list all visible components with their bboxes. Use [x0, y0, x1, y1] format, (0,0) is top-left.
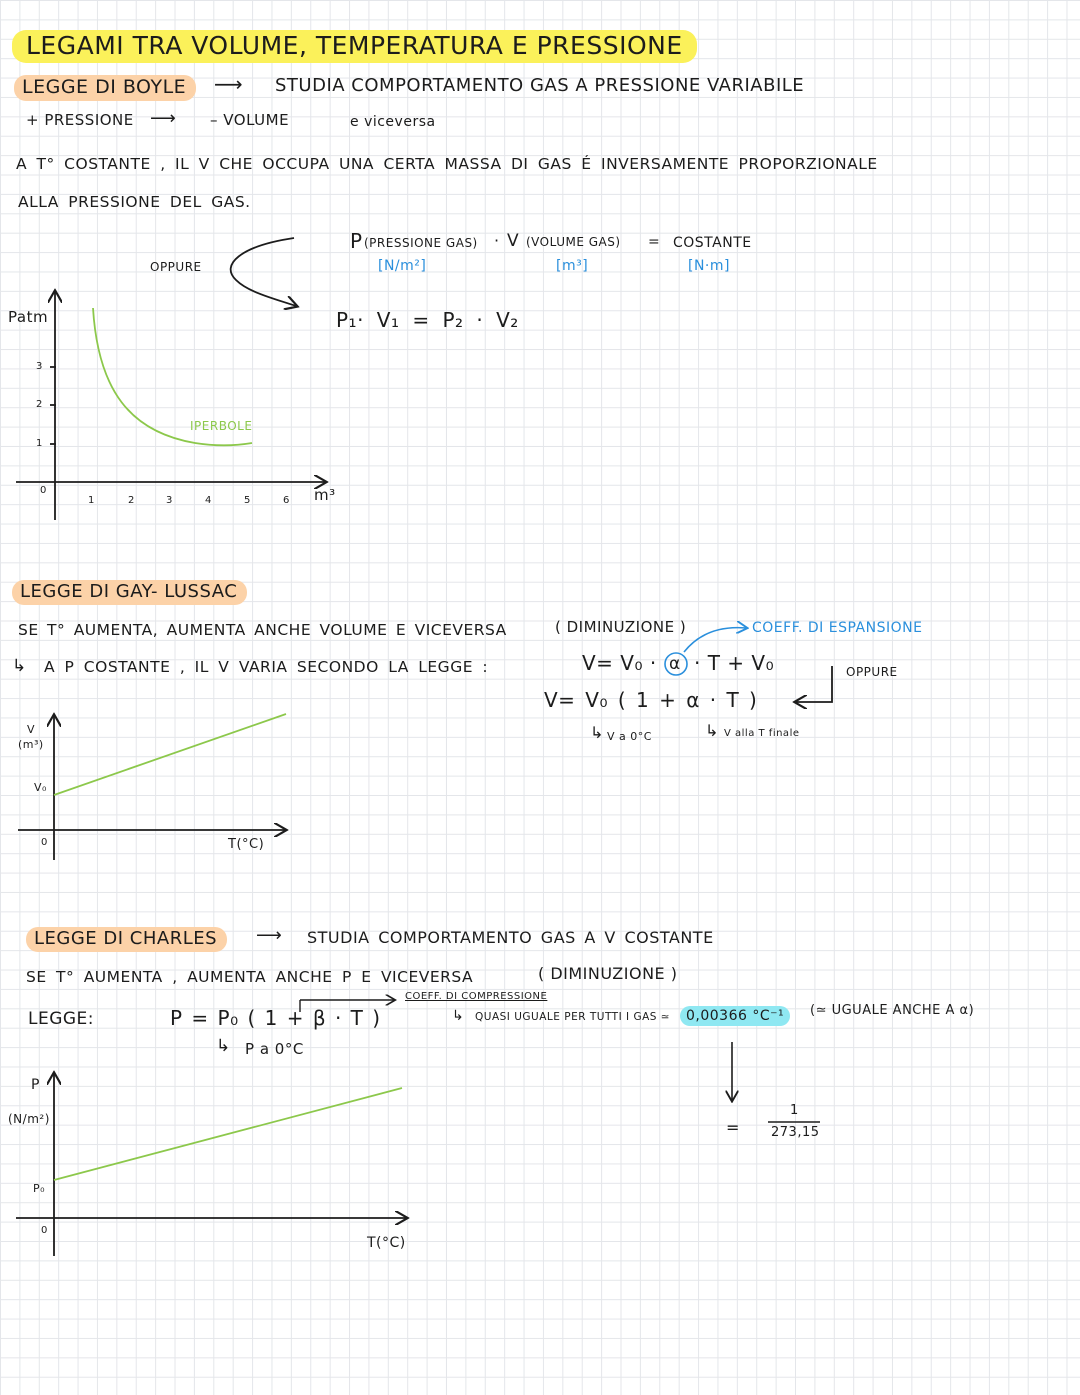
- boyle-statement-line1: A T° COSTANTE , IL V CHE OCCUPA UNA CERTA MASSA DI GAS É INVERSAMENTE PROPORZIONALE: [16, 155, 878, 173]
- formula-dot: ·: [494, 231, 500, 250]
- charles-diminuzione: ( DIMINUZIONE ): [538, 964, 678, 983]
- arrow-right-icon: ⟶: [214, 72, 244, 96]
- charles-quasi: QUASI UGUALE PER TUTTI I GAS ≃: [475, 1011, 671, 1023]
- boyle-ytick-3: 3: [36, 361, 43, 372]
- fraction-denominator: 273,15: [771, 1125, 820, 1140]
- arrow-down-right-icon: ↳: [216, 1036, 231, 1056]
- boyle-hyperbola-curve: [93, 308, 252, 445]
- charles-origin: 0: [41, 1225, 48, 1236]
- gay-lussac-v0: V₀: [34, 781, 47, 794]
- gay-lussac-yunit: (m³): [18, 738, 44, 751]
- gay-lussac-line: [54, 714, 286, 795]
- gay-lussac-formula-b: V= V₀ ( 1 + α · T ): [544, 688, 758, 712]
- boyle-xtick-1: 1: [88, 495, 95, 506]
- charles-line1: SE T° AUMENTA , AUMENTA ANCHE P E VICEVERSA: [26, 968, 474, 986]
- charles-yunit: (N/m²): [8, 1112, 50, 1126]
- boyle-curve-label: IPERBOLE: [190, 419, 253, 433]
- arrow-down-right-icon: ↳: [590, 723, 604, 742]
- charles-description: STUDIA COMPORTAMENTO GAS A V COSTANTE: [307, 928, 714, 947]
- formula-constant: COSTANTE: [673, 235, 752, 251]
- boyle-graph-ylabel: Patm: [8, 308, 49, 326]
- charles-coeff: COEFF. DI COMPRESSIONE: [405, 991, 548, 1002]
- gay-lussac-formula-a-end: · T + V₀: [694, 651, 775, 675]
- formula-v-desc: (VOLUME GAS): [526, 235, 621, 249]
- boyle-description: STUDIA COMPORTAMENTO GAS A PRESSIONE VARIABILE: [275, 75, 805, 96]
- gay-lussac-origin: 0: [41, 837, 48, 848]
- boyle-oppure: OPPURE: [150, 260, 202, 274]
- charles-legge-label: LEGGE:: [28, 1009, 95, 1029]
- boyle-xtick-5: 5: [244, 495, 251, 506]
- formula-v: V: [507, 231, 520, 251]
- charles-graph-axes: [16, 1074, 406, 1256]
- arrow-down-right-icon: ↳: [705, 721, 719, 740]
- boyle-heading: LEGGE DI BOYLE: [14, 75, 196, 101]
- charles-equals: =: [726, 1118, 740, 1137]
- gay-lussac-line2: A P COSTANTE , IL V VARIA SECONDO LA LEGGE :: [44, 658, 489, 676]
- formula-p1v1-p2v2: P₁· V₁ = P₂ · V₂: [336, 308, 519, 332]
- boyle-xtick-6: 6: [283, 495, 290, 506]
- charles-ylabel: P: [31, 1077, 40, 1093]
- coeff-arrow-icon: [684, 628, 746, 652]
- boyle-graph-axes: [16, 292, 325, 520]
- gay-lussac-xlabel: T(°C): [228, 837, 265, 852]
- boyle-xtick-3: 3: [166, 495, 173, 506]
- boyle-viceversa: e viceversa: [350, 114, 436, 130]
- arrow-right-icon: ⟶: [256, 925, 283, 946]
- alpha-circle-icon: [665, 653, 687, 675]
- formula-equals: =: [648, 234, 661, 250]
- charles-value: 0,00366 °C⁻¹: [680, 1006, 790, 1026]
- boyle-ytick-1: 1: [36, 438, 43, 449]
- note-p0: P a 0°C: [245, 1040, 304, 1058]
- alpha-circled: α: [669, 654, 681, 674]
- note-v0: V a 0°C: [607, 730, 652, 743]
- charles-p0: P₀: [33, 1182, 46, 1195]
- boyle-origin: 0: [40, 485, 47, 496]
- charles-heading: LEGGE DI CHARLES: [26, 927, 227, 952]
- arrow-down-right-icon: ↳: [452, 1008, 465, 1024]
- boyle-plus-pressure: + PRESSIONE: [26, 111, 134, 129]
- charles-xlabel: T(°C): [367, 1235, 406, 1251]
- gay-lussac-heading: LEGGE DI GAY- LUSSAC: [12, 580, 247, 605]
- gay-lussac-diminuzione: ( DIMINUZIONE ): [555, 618, 687, 636]
- charles-approx-alpha: (≃ UGUALE ANCHE A α): [810, 1003, 975, 1018]
- boyle-xtick-2: 2: [128, 495, 135, 506]
- unit-pressure: [N/m²]: [378, 258, 427, 274]
- boyle-xtick-4: 4: [205, 495, 212, 506]
- oppure-arrow-icon: [796, 666, 832, 702]
- gay-lussac-oppure: OPPURE: [846, 665, 898, 679]
- gay-lussac-coeff: COEFF. DI ESPANSIONE: [752, 620, 923, 636]
- gay-lussac-formula-a-start: V= V₀ ·: [582, 651, 657, 675]
- unit-volume: [m³]: [556, 258, 589, 274]
- formula-p: P: [350, 229, 363, 253]
- boyle-ytick-2: 2: [36, 399, 43, 410]
- charles-line: [54, 1088, 402, 1180]
- gay-lussac-graph-axes: [18, 716, 285, 860]
- gay-lussac-line1: SE T° AUMENTA, AUMENTA ANCHE VOLUME E VICEVERSA: [18, 621, 507, 639]
- boyle-graph-xlabel: m³: [314, 486, 336, 504]
- gay-lussac-ylabel: V: [27, 723, 36, 736]
- page-title: LEGAMI TRA VOLUME, TEMPERATURA E PRESSIONE: [12, 30, 697, 63]
- unit-constant: [N·m]: [688, 258, 730, 274]
- boyle-statement-line2: ALLA PRESSIONE DEL GAS.: [18, 193, 251, 211]
- arrow-down-right-icon: ↳: [12, 656, 27, 676]
- arrow-right-icon: ⟶: [150, 108, 177, 129]
- note-vt: V alla T finale: [724, 728, 800, 739]
- formula-p-desc: (PRESSIONE GAS): [364, 236, 478, 250]
- charles-formula: P = P₀ ( 1 + β · T ): [170, 1006, 381, 1030]
- brace-arrow-icon: [231, 238, 296, 306]
- fraction-numerator: 1: [790, 1103, 799, 1118]
- boyle-minus-volume: – VOLUME: [210, 111, 290, 129]
